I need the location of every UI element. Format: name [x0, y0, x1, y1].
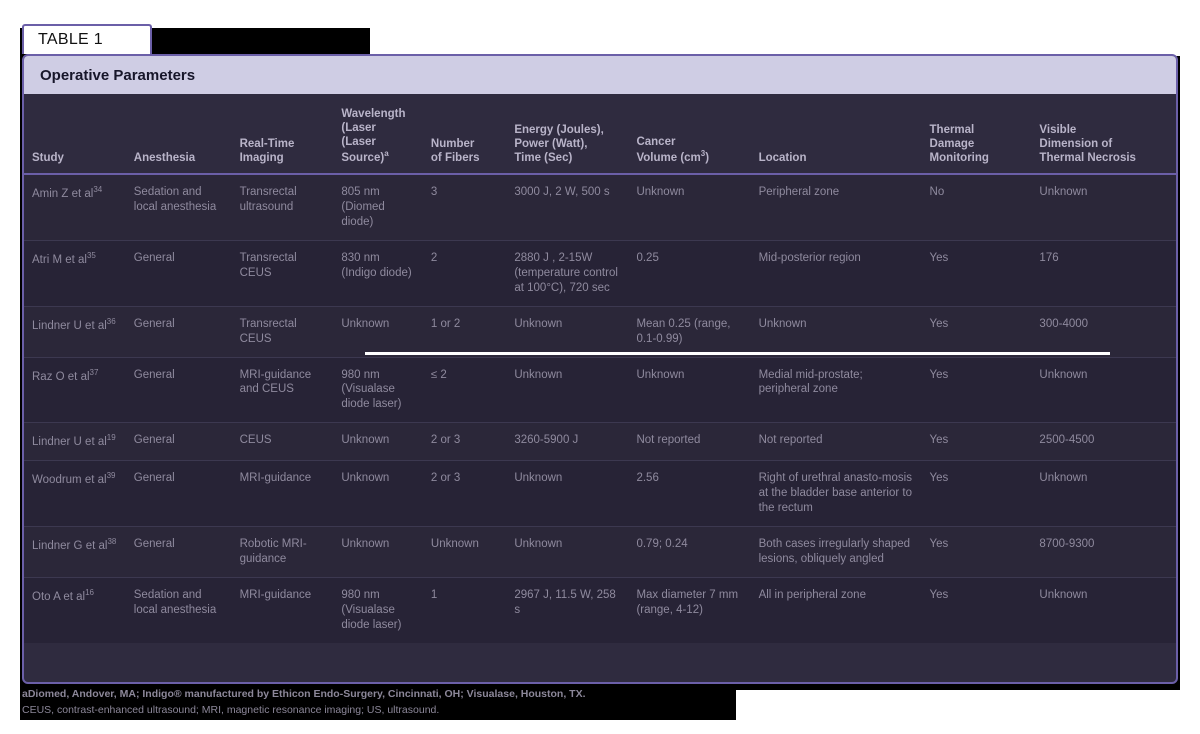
header-line: Damage: [929, 137, 975, 150]
cell-energy: 3260-5900 J: [506, 423, 628, 461]
cell-necrosis: Unknown: [1031, 461, 1176, 527]
cell-monitoring: Yes: [922, 461, 1032, 527]
cell-location: Not reported: [751, 423, 922, 461]
cell-study: Lindner U et $al^{36}$: [24, 306, 126, 357]
study-ref: 16: [85, 587, 94, 597]
column-header-study: [24, 94, 126, 174]
table-row: [24, 240, 1176, 306]
cell-energy: Unknown: [506, 461, 628, 527]
cell-anesthesia: General: [126, 461, 232, 527]
cell-anesthesia: Sedation and local anesthesia: [126, 577, 232, 642]
header-line: Number: [430, 137, 475, 150]
cell-anesthesia: General: [126, 526, 232, 577]
cell-study: Amin Z et $al^{34}$: [24, 174, 126, 240]
cell-imaging: Robotic MRI-guidance: [232, 526, 334, 577]
header-line: Wavelength: [341, 108, 406, 121]
cell-location: Mid-posterior region: [751, 240, 922, 306]
cell-monitoring: Yes: [922, 240, 1032, 306]
header-line: Anesthesia: [133, 151, 196, 164]
cell-location: Peripheral zone: [751, 174, 922, 240]
study-ref: 39: [106, 471, 116, 481]
cell-necrosis: Unknown: [1031, 577, 1176, 642]
table-frame: [22, 54, 1178, 684]
cell-volume: Unknown: [628, 174, 750, 240]
header-line: Cancer: [636, 136, 676, 149]
cell-volume: Mean 0.25 (range, 0.1-0.99): [628, 306, 750, 357]
cell-imaging: Transrectal CEUS: [232, 240, 334, 306]
cell-location: Right of urethral anasto-mosis at the bladder base anterior to the rectum: [751, 461, 922, 527]
column-header-fibers: [423, 94, 506, 174]
cell-location: Both cases irregularly shaped lesions, obliquely angled: [751, 526, 922, 577]
cell-imaging: Transrectal ultrasound: [232, 174, 334, 240]
cell-wavelength: 805 nm (Diomed diode): [333, 174, 423, 240]
cell-energy: Unknown: [506, 357, 628, 423]
cell-fibers: 2 or 3: [423, 461, 506, 527]
table-body: [24, 174, 1176, 643]
column-header-volume: [628, 94, 750, 174]
table-number-tab: [22, 24, 152, 54]
cell-imaging: MRI-guidance: [232, 577, 334, 642]
operative-parameters-table: [24, 94, 1176, 643]
cell-energy: Unknown: [506, 306, 628, 357]
header-line: (Laser: [341, 122, 376, 135]
cell-monitoring: Yes: [922, 423, 1032, 461]
header-line: Visible: [1039, 123, 1077, 136]
header-line: of Fibers: [430, 151, 480, 164]
cell-imaging: MRI-guidance: [232, 461, 334, 527]
cell-necrosis: 8700-9300: [1031, 526, 1176, 577]
cell-necrosis: 2500-4500: [1031, 423, 1176, 461]
column-header-energy: [506, 94, 628, 174]
cell-necrosis: Unknown: [1031, 174, 1176, 240]
study-ref: 19: [106, 433, 116, 443]
cell-study: Raz O et $al^{37}$: [24, 357, 126, 423]
cell-energy: 2880 J , 2-15W (temperature control at 100°C), 720 sec: [506, 240, 628, 306]
study-ref: 38: [107, 536, 117, 546]
cell-location: Medial mid-prostate; peripheral zone: [751, 357, 922, 423]
cell-study: Lindner G et $al^{38}$: [24, 526, 126, 577]
column-header-necrosis: [1031, 94, 1176, 174]
cell-monitoring: Yes: [922, 577, 1032, 642]
column-header-wavelength: [333, 94, 423, 174]
column-header-monitoring: [922, 94, 1032, 174]
cell-volume: 2.56: [628, 461, 750, 527]
cell-monitoring: Yes: [922, 526, 1032, 577]
table-row: [24, 461, 1176, 527]
cell-volume: Unknown: [628, 357, 750, 423]
table-row: [24, 174, 1176, 240]
cell-study: Woodrum et $al^{39}$: [24, 461, 126, 527]
table-row: [24, 423, 1176, 461]
cell-study: Lindner U et $al^{19}$: [24, 423, 126, 461]
table-row: [24, 357, 1176, 423]
cell-energy: 2967 J, 11.5 W, 258 s: [506, 577, 628, 642]
cell-wavelength: 980 nm (Visualase diode laser): [333, 577, 423, 642]
header-line: Power (Watt),: [514, 137, 588, 150]
cell-wavelength: Unknown: [333, 423, 423, 461]
header-line: Study: [32, 151, 64, 164]
cell-volume: 0.79; 0.24: [628, 526, 750, 577]
table-row: [24, 577, 1176, 642]
column-header-anesthesia: [126, 94, 232, 174]
header-line-sourcea: (Laser Source)$^a$: [341, 136, 389, 164]
cell-anesthesia: General: [126, 240, 232, 306]
cell-study: Oto A et $al^{16}$: [24, 577, 126, 642]
cell-volume: Max diameter 7 mm (range, 4-12): [628, 577, 750, 642]
header-line-volume-units: Volume $(cm^3)$: [636, 149, 710, 164]
cell-imaging: CEUS: [232, 423, 334, 461]
header-line: Imaging: [239, 151, 284, 164]
cell-energy: Unknown: [506, 526, 628, 577]
header-line: Thermal Necrosis: [1039, 151, 1136, 164]
table-header-row: [24, 94, 1176, 174]
cell-anesthesia: General: [126, 357, 232, 423]
cell-fibers: ≤ 2: [423, 357, 506, 423]
cell-volume: Not reported: [628, 423, 750, 461]
cell-fibers: Unknown: [423, 526, 506, 577]
cell-monitoring: Yes: [922, 306, 1032, 357]
header-line: Monitoring: [929, 151, 989, 164]
header-line: Thermal: [929, 123, 975, 136]
column-header-location: [751, 94, 922, 174]
column-header-imaging: [232, 94, 334, 174]
cell-location: Unknown: [751, 306, 922, 357]
footnotes: [22, 686, 736, 719]
study-ref: 34: [93, 185, 103, 194]
study-ref: 35: [86, 250, 96, 260]
header-line: Location: [758, 151, 807, 164]
table-number-label: TABLE 1: [38, 31, 103, 48]
cell-location: All in peripheral zone: [751, 577, 922, 642]
cell-necrosis: Unknown: [1031, 357, 1176, 423]
table-row: [24, 306, 1176, 357]
cell-fibers: 2 or 3: [423, 423, 506, 461]
cell-necrosis: 176: [1031, 240, 1176, 306]
header-line: Dimension of: [1039, 137, 1113, 150]
footnote-a: aDiomed, Andover, MA; Indigo® manufactured by Ethicon Endo-Surgery, Cincinnati, OH; Visualase, Houston, TX.: [22, 688, 586, 700]
cell-wavelength: Unknown: [333, 306, 423, 357]
table-title-bar: [24, 56, 1176, 94]
cell-imaging: Transrectal CEUS: [232, 306, 334, 357]
cell-anesthesia: General: [126, 423, 232, 461]
cell-fibers: 3: [423, 174, 506, 240]
cell-energy: 3000 J, 2 W, 500 s: [506, 174, 628, 240]
header-line: Real-Time: [239, 137, 295, 150]
cell-fibers: 1: [423, 577, 506, 642]
header-line: Time (Sec): [514, 151, 573, 164]
cell-fibers: 2: [423, 240, 506, 306]
cell-study: Atri M et $al^{35}$: [24, 240, 126, 306]
table-title: Operative Parameters: [40, 66, 196, 84]
study-ref: 37: [89, 367, 99, 377]
footnote-abbreviations: CEUS, contrast-enhanced ultrasound; MRI, magnetic resonance imaging; US, ultrasound.: [22, 704, 440, 717]
cell-anesthesia: General: [126, 306, 232, 357]
cell-monitoring: No: [922, 174, 1032, 240]
cell-monitoring: Yes: [922, 357, 1032, 423]
study-ref: 36: [106, 316, 116, 326]
cell-wavelength: 980 nm (Visualase diode laser): [333, 357, 423, 423]
cell-wavelength: 830 nm (Indigo diode): [333, 240, 423, 306]
selection-highlight-rule: [365, 352, 1110, 355]
cell-necrosis: 300-4000: [1031, 306, 1176, 357]
table-row: [24, 526, 1176, 577]
cell-wavelength: Unknown: [333, 526, 423, 577]
cell-imaging: MRI-guidance and CEUS: [232, 357, 334, 423]
cell-fibers: 1 or 2: [423, 306, 506, 357]
cell-anesthesia: Sedation and local anesthesia: [126, 174, 232, 240]
cell-volume: 0.25: [628, 240, 750, 306]
cell-wavelength: Unknown: [333, 461, 423, 527]
header-line: Energy (Joules),: [514, 123, 604, 136]
